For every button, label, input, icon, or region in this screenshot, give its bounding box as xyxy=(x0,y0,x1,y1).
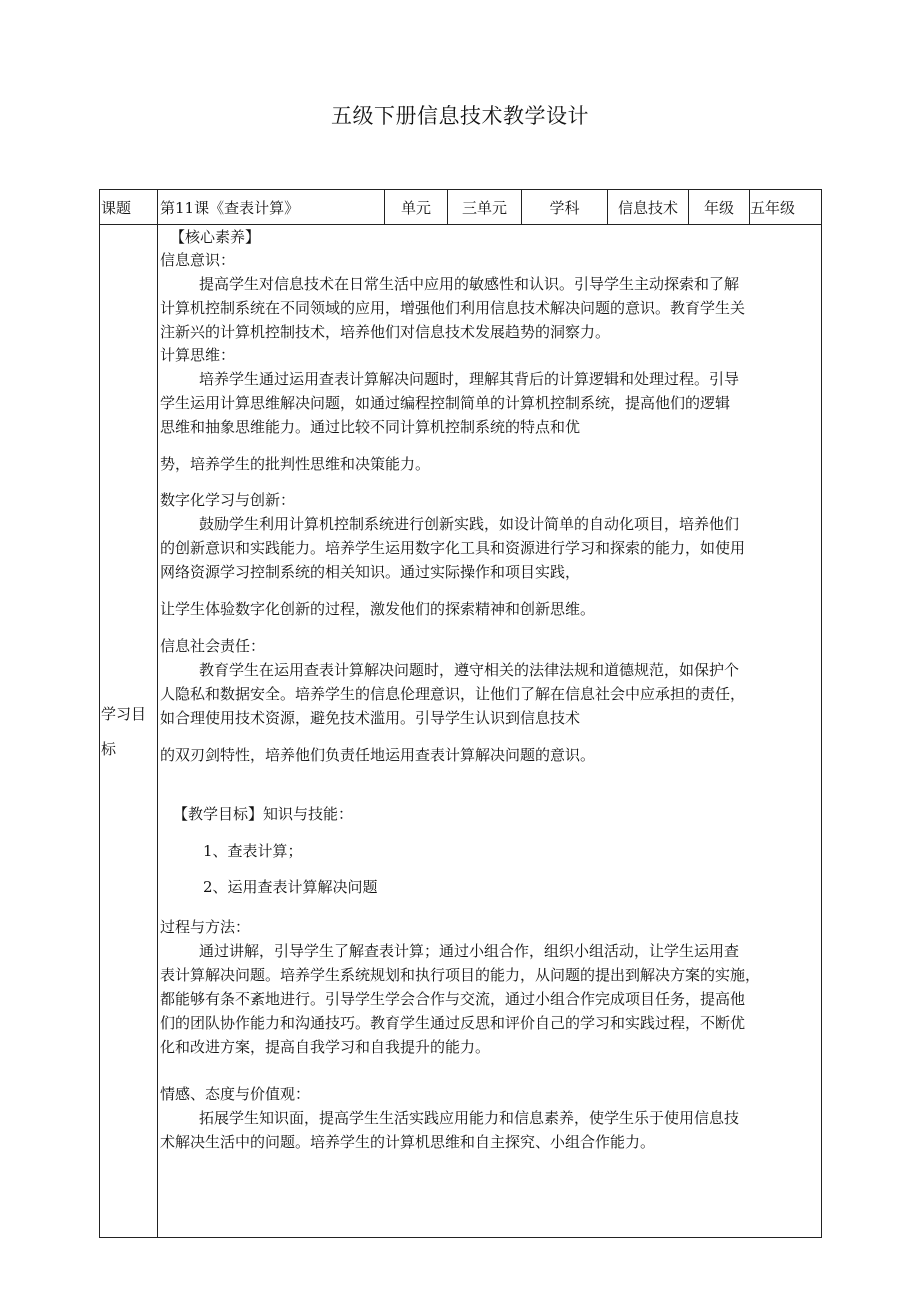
digital-learning-heading: 数字化学习与创新： xyxy=(160,491,296,509)
objectives-content-cell xyxy=(158,225,822,1238)
objectives-label xyxy=(100,225,158,1238)
paragraph-line: 化和改进方案，提高自我学习和自我提升的能力。 xyxy=(160,1038,491,1056)
grade-value: 五年级 xyxy=(750,190,822,225)
header-row xyxy=(100,190,822,225)
paragraph-line: 人隐私和数据安全。培养学生的信息伦理意识，让他们了解在信息社会中应承担的责任， xyxy=(160,685,746,703)
objectives-content xyxy=(158,225,821,1237)
paragraph-line: 势，培养学生的批判性思维和决策能力。 xyxy=(160,455,431,473)
attitude-values-heading: 情感、态度与价值观： xyxy=(160,1085,311,1103)
paragraph-line: 表计算解决问题。培养学生系统规划和执行项目的能力，从问题的提出到解决方案的实施， xyxy=(160,966,761,984)
paragraph-line: 思维和抽象思维能力。通过比较不同计算机控制系统的特点和优 xyxy=(160,418,581,436)
paragraph-line: 拓展学生知识面，提高学生生活实践应用能力和信息素养，使学生乐于使用信息技 xyxy=(199,1109,740,1127)
goal-item: 2、运用查表计算解决问题 xyxy=(203,878,378,896)
objectives-label-line1: 学习目 xyxy=(101,705,147,723)
paragraph-line: 们的团队协作能力和沟通技巧。教育学生通过反思和评价自己的学习和实践过程，不断优 xyxy=(160,1014,746,1032)
paragraph-line: 让学生体验数字化创新的过程，激发他们的探索精神和创新思维。 xyxy=(160,600,596,618)
course-value: 第11课《查表计算》 xyxy=(158,190,385,225)
paragraph-line: 教育学生在运用查表计算解决问题时，遵守相关的法律法规和道德规范，如保护个 xyxy=(199,661,740,679)
core-literacy-heading: 【核心素养】 xyxy=(170,228,261,246)
paragraph-line: 术解决生活中的问题。培养学生的计算机思维和自主探究、小组合作能力。 xyxy=(160,1133,656,1151)
subject-label: 学科 xyxy=(522,190,608,225)
computational-thinking-heading: 计算思维： xyxy=(160,346,236,364)
subject-value: 信息技术 xyxy=(608,190,689,225)
objectives-label-line2: 标 xyxy=(101,740,117,758)
lesson-plan-table xyxy=(99,189,822,1238)
paragraph-line: 通过讲解，引导学生了解查表计算；通过小组合作，组织小组活动，让学生运用查 xyxy=(199,942,740,960)
paragraph-line: 的创新意识和实践能力。培养学生运用数字化工具和资源进行学习和探索的能力，如使用 xyxy=(160,539,746,557)
paragraph-line: 提高学生对信息技术在日常生活中应用的敏感性和认识。引导学生主动探索和了解 xyxy=(199,275,740,293)
teaching-goals-heading: 【教学目标】知识与技能： xyxy=(173,805,354,823)
page-title: 五级下册信息技术教学设计 xyxy=(331,104,589,128)
paragraph-line: 的双刃剑特性，培养他们负责任地运用查表计算解决问题的意识。 xyxy=(160,746,596,764)
paragraph-line: 学生运用计算思维解决问题，如通过编程控制简单的计算机控制系统，提高他们的逻辑 xyxy=(160,394,731,412)
course-label: 课题 xyxy=(100,190,158,225)
paragraph-line: 注新兴的计算机控制技术，培养他们对信息技术发展趋势的洞察力。 xyxy=(160,323,611,341)
unit-value: 三单元 xyxy=(448,190,522,225)
social-responsibility-heading: 信息社会责任： xyxy=(160,637,266,655)
paragraph-line: 计算机控制系统在不同领域的应用，增强他们利用信息技术解决问题的意识。教育学生关 xyxy=(160,299,746,317)
paragraph-line: 鼓励学生利用计算机控制系统进行创新实践，如设计简单的自动化项目，培养他们 xyxy=(199,515,740,533)
paragraph-line: 培养学生通过运用查表计算解决问题时，理解其背后的计算逻辑和处理过程。引导 xyxy=(199,370,740,388)
paragraph-line: 如合理使用技术资源，避免技术滥用。引导学生认识到信息技术 xyxy=(160,709,581,727)
grade-label: 年级 xyxy=(689,190,750,225)
goal-item: 1、查表计算； xyxy=(203,842,303,860)
paragraph-line: 网络资源学习控制系统的相关知识。通过实际操作和项目实践， xyxy=(160,563,581,581)
unit-label: 单元 xyxy=(385,190,448,225)
process-methods-heading: 过程与方法： xyxy=(160,918,251,936)
paragraph-line: 都能够有条不紊地进行。引导学生学会合作与交流，通过小组合作完成项目任务，提高他 xyxy=(160,990,746,1008)
info-awareness-heading: 信息意识： xyxy=(160,251,236,269)
objectives-row xyxy=(100,225,822,1238)
